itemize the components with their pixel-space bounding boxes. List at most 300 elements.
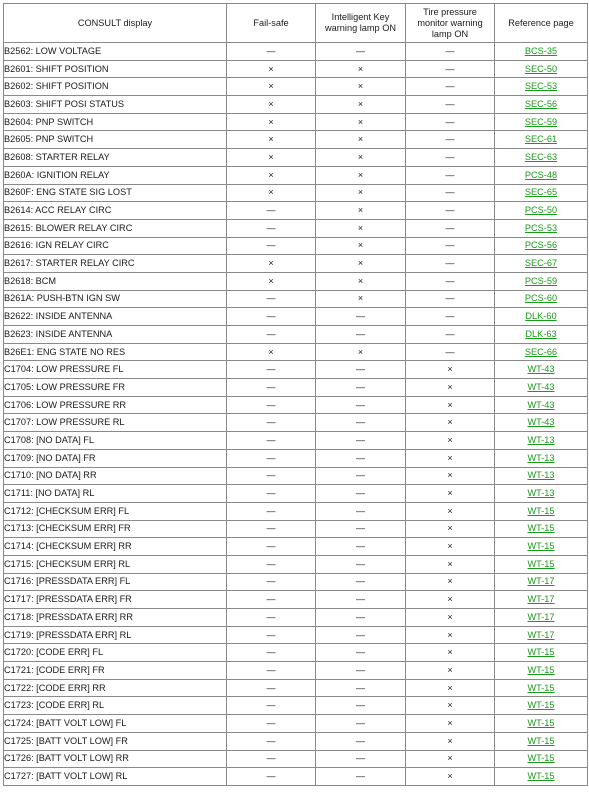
- cell-consult-display: C1727: [BATT VOLT LOW] RL: [4, 768, 227, 786]
- cell-fail-safe: ×: [227, 272, 316, 290]
- table-row: [4, 308, 588, 326]
- cell-fail-safe: ×: [227, 78, 316, 96]
- cell-fail-safe: —: [227, 538, 316, 556]
- cell-consult-display: B2608: STARTER RELAY: [4, 149, 227, 167]
- reference-page-link[interactable]: WT-17: [527, 629, 555, 640]
- cell-fail-safe: —: [227, 361, 316, 379]
- cell-intelligent-key-lamp: —: [316, 768, 406, 786]
- reference-page-link[interactable]: DLK-63: [525, 328, 557, 339]
- cell-consult-display: B2605: PNP SWITCH: [4, 131, 227, 149]
- cell-tire-pressure-lamp: ×: [406, 396, 495, 414]
- cell-fail-safe: ×: [227, 343, 316, 361]
- cell-fail-safe: —: [227, 432, 316, 450]
- table-row: [4, 166, 588, 184]
- cell-fail-safe: ×: [227, 149, 316, 167]
- cell-consult-display: B2617: STARTER RELAY CIRC: [4, 255, 227, 273]
- cell-fail-safe: —: [227, 732, 316, 750]
- cell-tire-pressure-lamp: —: [406, 60, 495, 78]
- table-row: [4, 255, 588, 273]
- cell-reference-page: [495, 750, 588, 768]
- reference-page-link[interactable]: WT-15: [527, 647, 555, 658]
- reference-page-link[interactable]: PCS-53: [524, 222, 558, 233]
- cell-consult-display: C1706: LOW PRESSURE RR: [4, 396, 227, 414]
- cell-reference-page: [495, 237, 588, 255]
- reference-page-link[interactable]: WT-15: [527, 771, 555, 782]
- cell-tire-pressure-lamp: ×: [406, 379, 495, 397]
- table-row: [4, 113, 588, 131]
- reference-page-link[interactable]: SEC-63: [524, 151, 558, 162]
- cell-fail-safe: —: [227, 502, 316, 520]
- cell-reference-page: [495, 715, 588, 733]
- cell-fail-safe: —: [227, 768, 316, 786]
- cell-intelligent-key-lamp: —: [316, 308, 406, 326]
- cell-reference-page: [495, 626, 588, 644]
- cell-tire-pressure-lamp: ×: [406, 644, 495, 662]
- reference-page-link[interactable]: WT-17: [527, 611, 555, 622]
- table-row: [4, 662, 588, 680]
- table-row: [4, 60, 588, 78]
- cell-tire-pressure-lamp: ×: [406, 449, 495, 467]
- reference-page-link[interactable]: WT-43: [527, 381, 555, 392]
- table-row: [4, 715, 588, 733]
- header-intelligent-key-lamp: Intelligent Key warning lamp ON: [316, 4, 406, 43]
- cell-intelligent-key-lamp: ×: [316, 149, 406, 167]
- cell-reference-page: [495, 78, 588, 96]
- cell-intelligent-key-lamp: —: [316, 43, 406, 61]
- cell-consult-display: B2602: SHIFT POSITION: [4, 78, 227, 96]
- cell-tire-pressure-lamp: —: [406, 308, 495, 326]
- reference-page-link[interactable]: WT-15: [527, 717, 555, 728]
- table-row: [4, 219, 588, 237]
- cell-tire-pressure-lamp: —: [406, 184, 495, 202]
- cell-tire-pressure-lamp: ×: [406, 662, 495, 680]
- cell-fail-safe: ×: [227, 60, 316, 78]
- table-row: [4, 538, 588, 556]
- cell-reference-page: [495, 202, 588, 220]
- reference-page-link[interactable]: WT-15: [527, 753, 555, 764]
- cell-fail-safe: —: [227, 750, 316, 768]
- reference-page-link[interactable]: WT-15: [527, 558, 555, 569]
- table-row: [4, 237, 588, 255]
- table-row: [4, 467, 588, 485]
- cell-fail-safe: —: [227, 414, 316, 432]
- reference-page-link[interactable]: WT-17: [527, 594, 555, 605]
- table-row: [4, 43, 588, 61]
- cell-consult-display: C1724: [BATT VOLT LOW] FL: [4, 715, 227, 733]
- cell-fail-safe: —: [227, 396, 316, 414]
- table-row: [4, 573, 588, 591]
- cell-reference-page: [495, 732, 588, 750]
- reference-page-link[interactable]: WT-15: [527, 700, 555, 711]
- cell-fail-safe: —: [227, 290, 316, 308]
- cell-reference-page: [495, 502, 588, 520]
- cell-intelligent-key-lamp: —: [316, 591, 406, 609]
- reference-page-link[interactable]: PCS-48: [524, 169, 558, 180]
- cell-consult-display: B2622: INSIDE ANTENNA: [4, 308, 227, 326]
- cell-intelligent-key-lamp: —: [316, 555, 406, 573]
- table-row: [4, 149, 588, 167]
- reference-page-link[interactable]: WT-15: [527, 664, 555, 675]
- cell-tire-pressure-lamp: ×: [406, 555, 495, 573]
- cell-consult-display: C1709: [NO DATA] FR: [4, 449, 227, 467]
- cell-intelligent-key-lamp: ×: [316, 60, 406, 78]
- cell-intelligent-key-lamp: —: [316, 750, 406, 768]
- cell-intelligent-key-lamp: —: [316, 697, 406, 715]
- cell-tire-pressure-lamp: ×: [406, 732, 495, 750]
- cell-tire-pressure-lamp: ×: [406, 432, 495, 450]
- reference-page-link[interactable]: WT-43: [527, 364, 555, 375]
- cell-intelligent-key-lamp: ×: [316, 202, 406, 220]
- cell-consult-display: C1712: [CHECKSUM ERR] FL: [4, 502, 227, 520]
- reference-page-link[interactable]: WT-13: [527, 470, 555, 481]
- dtc-table-body: [4, 43, 588, 786]
- table-row: [4, 555, 588, 573]
- table-row: [4, 591, 588, 609]
- cell-tire-pressure-lamp: ×: [406, 609, 495, 627]
- cell-fail-safe: —: [227, 308, 316, 326]
- reference-page-link[interactable]: SEC-61: [524, 134, 558, 145]
- header-consult-display: CONSULT display: [4, 4, 227, 43]
- cell-intelligent-key-lamp: —: [316, 467, 406, 485]
- table-row: [4, 202, 588, 220]
- cell-fail-safe: —: [227, 485, 316, 503]
- cell-fail-safe: —: [227, 662, 316, 680]
- cell-intelligent-key-lamp: —: [316, 414, 406, 432]
- table-row: [4, 272, 588, 290]
- cell-reference-page: [495, 697, 588, 715]
- cell-intelligent-key-lamp: —: [316, 396, 406, 414]
- table-row: [4, 750, 588, 768]
- cell-fail-safe: —: [227, 219, 316, 237]
- cell-intelligent-key-lamp: —: [316, 326, 406, 344]
- cell-consult-display: C1710: [NO DATA] RR: [4, 467, 227, 485]
- reference-page-link[interactable]: WT-13: [527, 434, 555, 445]
- cell-intelligent-key-lamp: —: [316, 538, 406, 556]
- cell-consult-display: B2623: INSIDE ANTENNA: [4, 326, 227, 344]
- reference-page-link[interactable]: WT-43: [527, 399, 555, 410]
- cell-reference-page: [495, 520, 588, 538]
- table-row: [4, 414, 588, 432]
- cell-consult-display: B261A: PUSH-BTN IGN SW: [4, 290, 227, 308]
- table-row: [4, 184, 588, 202]
- cell-reference-page: [495, 396, 588, 414]
- reference-page-link[interactable]: WT-15: [527, 523, 555, 534]
- cell-reference-page: [495, 644, 588, 662]
- cell-intelligent-key-lamp: ×: [316, 131, 406, 149]
- cell-tire-pressure-lamp: ×: [406, 520, 495, 538]
- cell-reference-page: [495, 290, 588, 308]
- table-row: [4, 343, 588, 361]
- reference-page-link[interactable]: WT-15: [527, 541, 555, 552]
- cell-reference-page: [495, 449, 588, 467]
- cell-reference-page: [495, 308, 588, 326]
- cell-consult-display: B2562: LOW VOLTAGE: [4, 43, 227, 61]
- cell-consult-display: C1707: LOW PRESSURE RL: [4, 414, 227, 432]
- cell-intelligent-key-lamp: —: [316, 662, 406, 680]
- cell-tire-pressure-lamp: ×: [406, 591, 495, 609]
- cell-reference-page: [495, 679, 588, 697]
- cell-reference-page: [495, 573, 588, 591]
- reference-page-link[interactable]: DLK-60: [525, 311, 557, 322]
- cell-reference-page: [495, 432, 588, 450]
- cell-intelligent-key-lamp: ×: [316, 272, 406, 290]
- cell-fail-safe: ×: [227, 166, 316, 184]
- cell-tire-pressure-lamp: ×: [406, 768, 495, 786]
- reference-page-link[interactable]: PCS-60: [524, 293, 558, 304]
- cell-fail-safe: —: [227, 679, 316, 697]
- cell-reference-page: [495, 467, 588, 485]
- cell-fail-safe: ×: [227, 96, 316, 114]
- cell-intelligent-key-lamp: —: [316, 715, 406, 733]
- cell-fail-safe: —: [227, 237, 316, 255]
- table-row: [4, 732, 588, 750]
- cell-consult-display: B2604: PNP SWITCH: [4, 113, 227, 131]
- cell-consult-display: B2618: BCM: [4, 272, 227, 290]
- cell-tire-pressure-lamp: ×: [406, 750, 495, 768]
- reference-page-link[interactable]: BCS-35: [524, 45, 558, 56]
- table-row: [4, 379, 588, 397]
- cell-tire-pressure-lamp: —: [406, 96, 495, 114]
- cell-tire-pressure-lamp: —: [406, 43, 495, 61]
- cell-consult-display: B2601: SHIFT POSITION: [4, 60, 227, 78]
- cell-tire-pressure-lamp: ×: [406, 485, 495, 503]
- cell-tire-pressure-lamp: —: [406, 149, 495, 167]
- reference-page-link[interactable]: WT-13: [527, 452, 555, 463]
- table-row: [4, 361, 588, 379]
- cell-intelligent-key-lamp: —: [316, 432, 406, 450]
- reference-page-link[interactable]: SEC-67: [524, 258, 558, 269]
- table-row: [4, 644, 588, 662]
- cell-fail-safe: ×: [227, 255, 316, 273]
- reference-page-link[interactable]: SEC-66: [524, 346, 558, 357]
- cell-tire-pressure-lamp: —: [406, 219, 495, 237]
- cell-tire-pressure-lamp: ×: [406, 502, 495, 520]
- cell-reference-page: [495, 184, 588, 202]
- cell-consult-display: C1705: LOW PRESSURE FR: [4, 379, 227, 397]
- table-row: [4, 609, 588, 627]
- table-row: [4, 520, 588, 538]
- cell-intelligent-key-lamp: ×: [316, 184, 406, 202]
- cell-reference-page: [495, 555, 588, 573]
- cell-intelligent-key-lamp: ×: [316, 237, 406, 255]
- cell-consult-display: C1726: [BATT VOLT LOW] RR: [4, 750, 227, 768]
- header-fail-safe: Fail-safe: [227, 4, 316, 43]
- cell-intelligent-key-lamp: ×: [316, 96, 406, 114]
- cell-intelligent-key-lamp: ×: [316, 78, 406, 96]
- cell-reference-page: [495, 131, 588, 149]
- cell-tire-pressure-lamp: —: [406, 326, 495, 344]
- cell-reference-page: [495, 219, 588, 237]
- table-row: [4, 78, 588, 96]
- cell-reference-page: [495, 361, 588, 379]
- cell-fail-safe: —: [227, 697, 316, 715]
- cell-consult-display: C1708: [NO DATA] FL: [4, 432, 227, 450]
- cell-consult-display: B2614: ACC RELAY CIRC: [4, 202, 227, 220]
- cell-intelligent-key-lamp: —: [316, 732, 406, 750]
- cell-reference-page: [495, 768, 588, 786]
- cell-intelligent-key-lamp: —: [316, 361, 406, 379]
- table-row: [4, 432, 588, 450]
- dtc-table: [3, 3, 588, 786]
- cell-consult-display: B26E1: ENG STATE NO RES: [4, 343, 227, 361]
- cell-consult-display: B2615: BLOWER RELAY CIRC: [4, 219, 227, 237]
- cell-tire-pressure-lamp: —: [406, 237, 495, 255]
- cell-consult-display: C1714: [CHECKSUM ERR] RR: [4, 538, 227, 556]
- cell-intelligent-key-lamp: —: [316, 609, 406, 627]
- cell-fail-safe: —: [227, 43, 316, 61]
- table-row: [4, 396, 588, 414]
- table-row: [4, 679, 588, 697]
- cell-tire-pressure-lamp: —: [406, 131, 495, 149]
- cell-reference-page: [495, 43, 588, 61]
- cell-tire-pressure-lamp: ×: [406, 573, 495, 591]
- header-reference-page: Reference page: [495, 4, 588, 43]
- cell-fail-safe: —: [227, 520, 316, 538]
- cell-tire-pressure-lamp: ×: [406, 414, 495, 432]
- table-row: [4, 768, 588, 786]
- cell-fail-safe: —: [227, 591, 316, 609]
- cell-consult-display: C1720: [CODE ERR] FL: [4, 644, 227, 662]
- cell-intelligent-key-lamp: —: [316, 449, 406, 467]
- cell-reference-page: [495, 609, 588, 627]
- table-row: [4, 485, 588, 503]
- cell-reference-page: [495, 60, 588, 78]
- header-tire-pressure-lamp: Tire pressure monitor warning lamp ON: [406, 4, 495, 43]
- cell-fail-safe: —: [227, 609, 316, 627]
- cell-fail-safe: —: [227, 326, 316, 344]
- cell-reference-page: [495, 166, 588, 184]
- cell-consult-display: B260F: ENG STATE SIG LOST: [4, 184, 227, 202]
- cell-reference-page: [495, 591, 588, 609]
- reference-page-link[interactable]: SEC-53: [524, 81, 558, 92]
- cell-intelligent-key-lamp: ×: [316, 290, 406, 308]
- cell-consult-display: B2616: IGN RELAY CIRC: [4, 237, 227, 255]
- reference-page-link[interactable]: WT-13: [527, 488, 555, 499]
- cell-consult-display: C1725: [BATT VOLT LOW] FR: [4, 732, 227, 750]
- table-row: [4, 502, 588, 520]
- reference-page-link[interactable]: PCS-59: [524, 275, 558, 286]
- cell-fail-safe: —: [227, 573, 316, 591]
- cell-intelligent-key-lamp: —: [316, 679, 406, 697]
- cell-consult-display: C1713: [CHECKSUM ERR] FR: [4, 520, 227, 538]
- table-header-row: [4, 4, 588, 43]
- table-row: [4, 697, 588, 715]
- cell-consult-display: C1715: [CHECKSUM ERR] RL: [4, 555, 227, 573]
- cell-consult-display: C1716: [PRESSDATA ERR] FL: [4, 573, 227, 591]
- cell-tire-pressure-lamp: —: [406, 78, 495, 96]
- cell-intelligent-key-lamp: —: [316, 379, 406, 397]
- cell-tire-pressure-lamp: ×: [406, 361, 495, 379]
- table-row: [4, 626, 588, 644]
- cell-tire-pressure-lamp: ×: [406, 626, 495, 644]
- cell-reference-page: [495, 272, 588, 290]
- cell-consult-display: B2603: SHIFT POSI STATUS: [4, 96, 227, 114]
- cell-tire-pressure-lamp: —: [406, 202, 495, 220]
- cell-intelligent-key-lamp: —: [316, 573, 406, 591]
- cell-fail-safe: —: [227, 626, 316, 644]
- cell-tire-pressure-lamp: —: [406, 166, 495, 184]
- cell-fail-safe: —: [227, 555, 316, 573]
- table-row: [4, 131, 588, 149]
- cell-fail-safe: ×: [227, 184, 316, 202]
- cell-reference-page: [495, 538, 588, 556]
- table-row: [4, 290, 588, 308]
- cell-intelligent-key-lamp: —: [316, 626, 406, 644]
- cell-intelligent-key-lamp: ×: [316, 166, 406, 184]
- table-row: [4, 326, 588, 344]
- cell-tire-pressure-lamp: —: [406, 113, 495, 131]
- cell-reference-page: [495, 662, 588, 680]
- cell-reference-page: [495, 96, 588, 114]
- reference-page-link[interactable]: SEC-65: [524, 187, 558, 198]
- reference-page-link[interactable]: SEC-56: [524, 98, 558, 109]
- cell-reference-page: [495, 343, 588, 361]
- cell-intelligent-key-lamp: ×: [316, 219, 406, 237]
- cell-consult-display: C1717: [PRESSDATA ERR] FR: [4, 591, 227, 609]
- cell-intelligent-key-lamp: ×: [316, 255, 406, 273]
- cell-tire-pressure-lamp: ×: [406, 467, 495, 485]
- cell-fail-safe: —: [227, 644, 316, 662]
- cell-reference-page: [495, 255, 588, 273]
- cell-fail-safe: —: [227, 715, 316, 733]
- cell-tire-pressure-lamp: —: [406, 272, 495, 290]
- cell-intelligent-key-lamp: —: [316, 485, 406, 503]
- cell-consult-display: C1721: [CODE ERR] FR: [4, 662, 227, 680]
- cell-consult-display: C1719: [PRESSDATA ERR] RL: [4, 626, 227, 644]
- cell-fail-safe: —: [227, 202, 316, 220]
- table-row: [4, 96, 588, 114]
- cell-tire-pressure-lamp: ×: [406, 679, 495, 697]
- table-row: [4, 449, 588, 467]
- cell-fail-safe: ×: [227, 113, 316, 131]
- reference-page-link[interactable]: SEC-50: [524, 63, 558, 74]
- reference-page-link[interactable]: WT-43: [527, 417, 555, 428]
- cell-fail-safe: —: [227, 449, 316, 467]
- reference-page-link[interactable]: WT-15: [527, 735, 555, 746]
- cell-consult-display: C1723: [CODE ERR] RL: [4, 697, 227, 715]
- cell-fail-safe: —: [227, 467, 316, 485]
- reference-page-link[interactable]: WT-15: [527, 682, 555, 693]
- cell-tire-pressure-lamp: —: [406, 255, 495, 273]
- reference-page-link[interactable]: PCS-50: [524, 205, 558, 216]
- cell-intelligent-key-lamp: —: [316, 502, 406, 520]
- cell-reference-page: [495, 326, 588, 344]
- cell-consult-display: B260A: IGNITION RELAY: [4, 166, 227, 184]
- reference-page-link[interactable]: WT-15: [527, 505, 555, 516]
- cell-tire-pressure-lamp: ×: [406, 715, 495, 733]
- cell-intelligent-key-lamp: ×: [316, 343, 406, 361]
- cell-tire-pressure-lamp: ×: [406, 538, 495, 556]
- cell-consult-display: C1718: [PRESSDATA ERR] RR: [4, 609, 227, 627]
- cell-tire-pressure-lamp: ×: [406, 697, 495, 715]
- reference-page-link[interactable]: WT-17: [527, 576, 555, 587]
- cell-consult-display: C1711: [NO DATA] RL: [4, 485, 227, 503]
- cell-reference-page: [495, 485, 588, 503]
- reference-page-link[interactable]: PCS-56: [524, 240, 558, 251]
- cell-intelligent-key-lamp: —: [316, 520, 406, 538]
- cell-reference-page: [495, 113, 588, 131]
- cell-consult-display: C1722: [CODE ERR] RR: [4, 679, 227, 697]
- cell-reference-page: [495, 414, 588, 432]
- cell-tire-pressure-lamp: —: [406, 343, 495, 361]
- cell-fail-safe: —: [227, 379, 316, 397]
- cell-tire-pressure-lamp: —: [406, 290, 495, 308]
- cell-reference-page: [495, 379, 588, 397]
- cell-fail-safe: ×: [227, 131, 316, 149]
- reference-page-link[interactable]: SEC-59: [524, 116, 558, 127]
- cell-reference-page: [495, 149, 588, 167]
- cell-intelligent-key-lamp: —: [316, 644, 406, 662]
